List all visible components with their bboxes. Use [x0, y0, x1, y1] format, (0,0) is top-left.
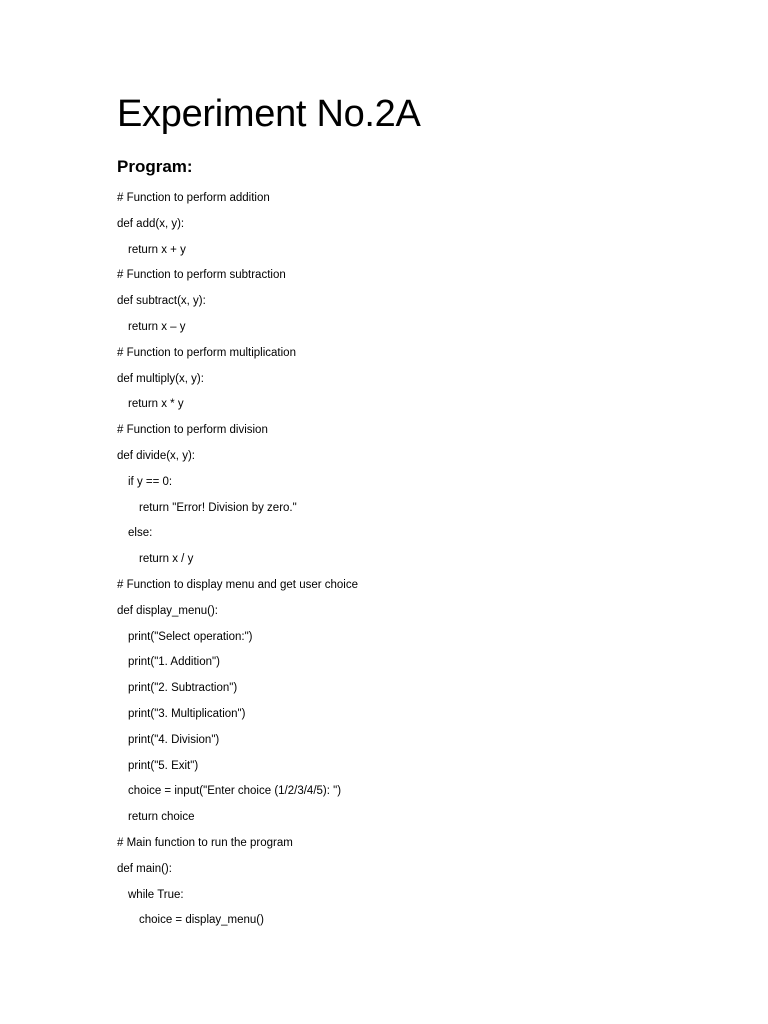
- code-line: return x * y: [128, 398, 184, 411]
- code-line: return x + y: [128, 243, 186, 256]
- code-line: else:: [128, 527, 153, 540]
- code-line: def multiply(x, y):: [117, 372, 204, 385]
- code-line: print("Select operation:"): [128, 630, 253, 643]
- code-line: if y == 0:: [128, 475, 173, 488]
- code-line: print("4. Division"): [128, 733, 220, 746]
- code-line: # Main function to run the program: [117, 836, 293, 849]
- page-title: Experiment No.2A: [117, 93, 421, 135]
- code-line: print("2. Subtraction"): [128, 682, 238, 695]
- code-line: print("1. Addition"): [128, 656, 220, 669]
- code-line: def display_menu():: [117, 604, 218, 617]
- code-line: # Function to perform subtraction: [117, 269, 286, 282]
- code-line: choice = display_menu(): [139, 914, 264, 927]
- code-line: # Function to perform division: [117, 424, 268, 437]
- code-line: # Function to display menu and get user choice: [117, 578, 359, 591]
- code-line: choice = input("Enter choice (1/2/3/4/5): "): [128, 785, 342, 798]
- code-listing: [117, 188, 717, 936]
- section-heading: Program:: [117, 157, 193, 176]
- code-line: print("3. Multiplication"): [128, 707, 246, 720]
- code-line: return choice: [128, 811, 195, 824]
- code-line: while True:: [128, 888, 184, 901]
- code-line: return x – y: [128, 320, 186, 333]
- code-line: return x / y: [139, 553, 194, 566]
- code-line: def add(x, y):: [117, 217, 185, 230]
- code-line: def subtract(x, y):: [117, 295, 206, 308]
- code-line: def divide(x, y):: [117, 449, 195, 462]
- code-line: print("5. Exit"): [128, 759, 199, 772]
- code-line: # Function to perform addition: [117, 192, 270, 204]
- code-line: return "Error! Division by zero.": [139, 501, 297, 514]
- code-line: # Function to perform multiplication: [117, 346, 296, 359]
- code-line: def main():: [117, 862, 172, 875]
